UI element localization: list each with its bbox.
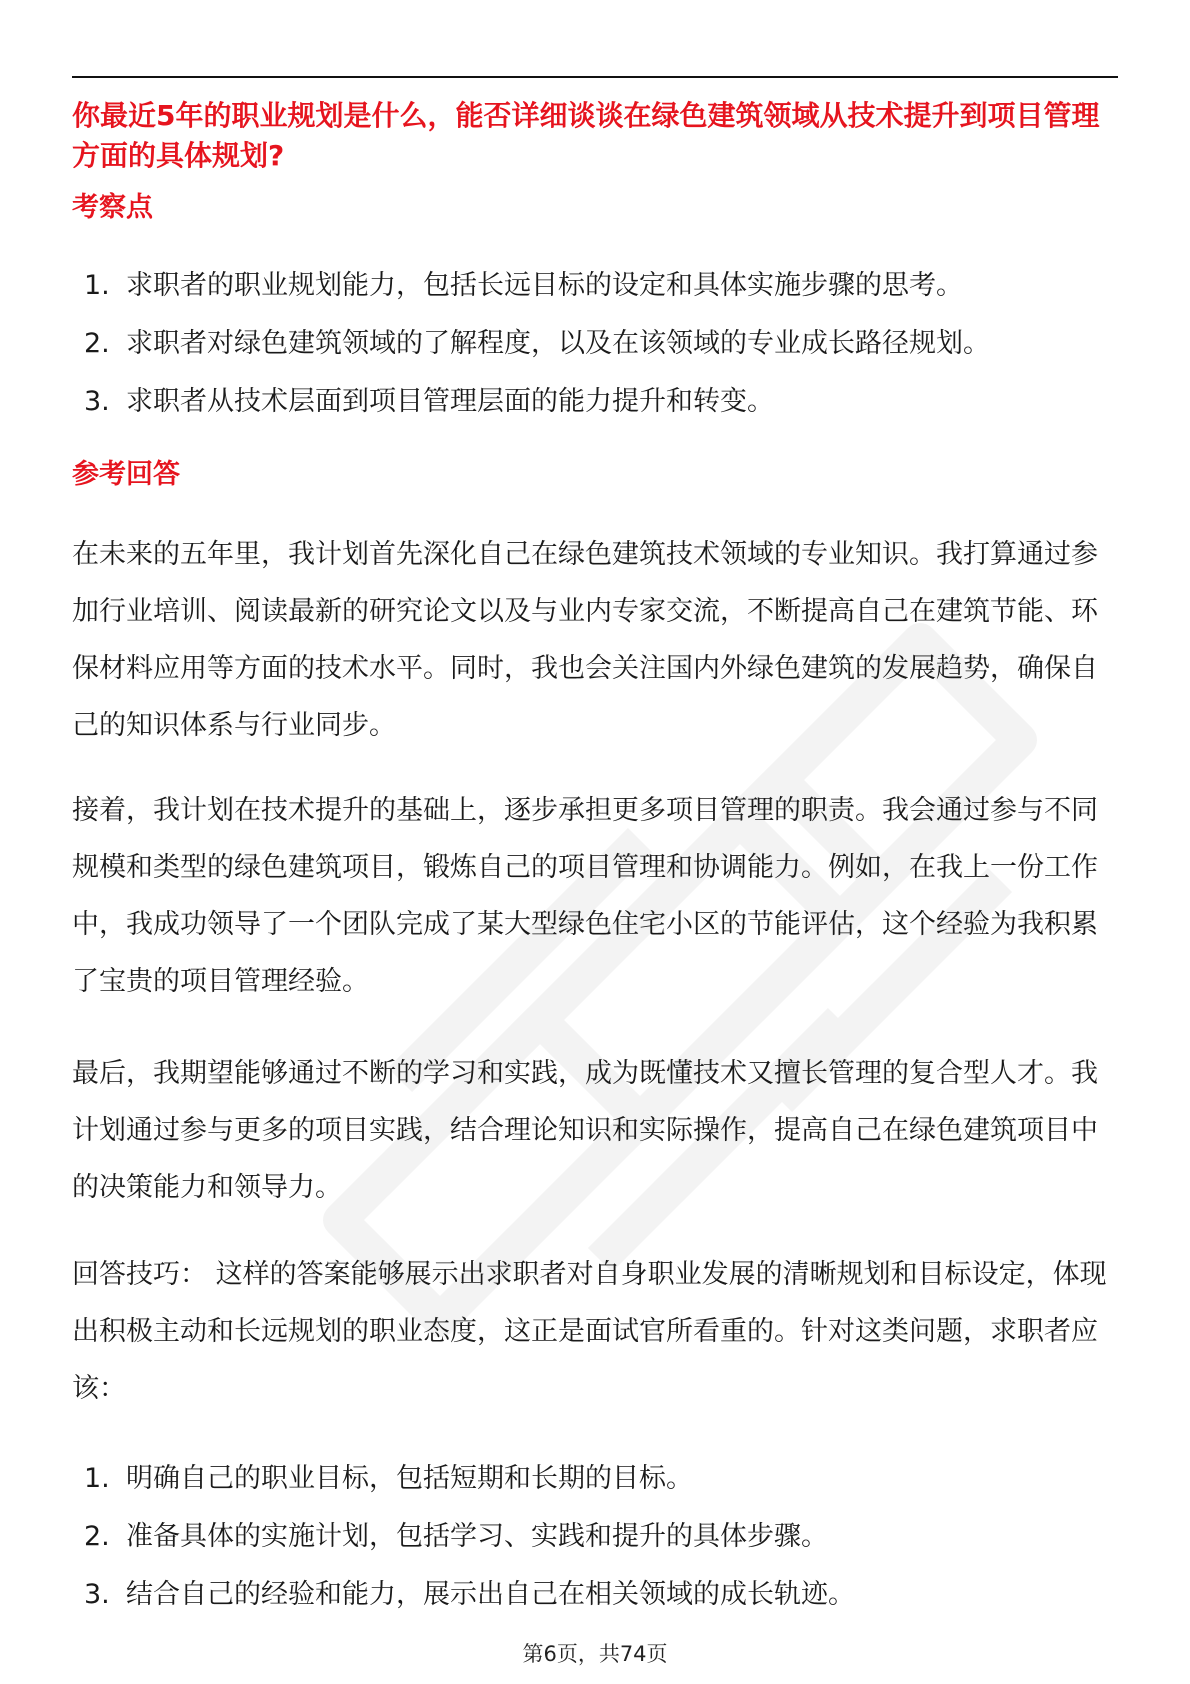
list-item-text: 结合自己的经验和能力，展示出自己在相关领域的成长轨迹。 [126, 1579, 855, 1610]
list-item-number: 2. [84, 1521, 110, 1552]
list-item [84, 1566, 1114, 1624]
answer-paragraph: 最后，我期望能够通过不断的学习和实践，成为既懂技术又擅长管理的复合型人才。我计划通过参与更多的项目实践，结合理论知识和实际操作，提高自己在绿色建筑项目中的决策能力和领导力。 [72, 1058, 1098, 1203]
top-divider [72, 76, 1118, 78]
list-item [84, 1450, 1114, 1508]
list-item-number: 1. [84, 270, 110, 301]
focus-heading: 考察点 [72, 192, 153, 223]
list-item-text: 求职者从技术层面到项目管理层面的能力提升和转变。 [126, 386, 774, 417]
tips-list [84, 1450, 1114, 1624]
list-item [84, 315, 1114, 373]
list-item-text: 求职者的职业规划能力，包括长远目标的设定和具体实施步骤的思考。 [126, 270, 963, 301]
list-item-number: 1. [84, 1463, 110, 1494]
list-item [84, 257, 1114, 315]
tips-paragraph: 回答技巧： 这样的答案能够展示出求职者对自身职业发展的清晰规划和目标设定，体现出积极主动和长远规划的职业态度，这正是面试官所看重的。针对这类问题，求职者应该： [72, 1259, 1107, 1404]
answer-paragraph: 接着，我计划在技术提升的基础上，逐步承担更多项目管理的职责。我会通过参与不同规模和类型的绿色建筑项目，锻炼自己的项目管理和协调能力。例如，在我上一份工作中，我成功领导了一个团队完成了某大型绿色住宅小区的节能评估，这个经验为我积累了宝贵的项目管理经验。 [72, 795, 1098, 997]
list-item-number: 2. [84, 328, 110, 359]
page-number-footer: 第6页，共74页 [522, 1642, 668, 1666]
list-item [84, 373, 1114, 431]
question-title: 你最近5年的职业规划是什么，能否详细谈谈在绿色建筑领域从技术提升到项目管理方面的具体规划? [72, 99, 1100, 172]
list-item-text: 求职者对绿色建筑领域的了解程度，以及在该领域的专业成长路径规划。 [126, 328, 990, 359]
answer-heading: 参考回答 [72, 459, 180, 490]
list-item [84, 1508, 1114, 1566]
list-item-text: 明确自己的职业目标，包括短期和长期的目标。 [126, 1463, 693, 1494]
answer-paragraph: 在未来的五年里，我计划首先深化自己在绿色建筑技术领域的专业知识。我打算通过参加行业培训、阅读最新的研究论文以及与业内专家交流，不断提高自己在建筑节能、环保材料应用等方面的技术水平。同时，我也会关注国内外绿色建筑的发展趋势，确保自己的知识体系与行业同步。 [72, 539, 1098, 741]
focus-list [84, 257, 1114, 431]
list-item-number: 3. [84, 1579, 110, 1610]
list-item-number: 3. [84, 386, 110, 417]
list-item-text: 准备具体的实施计划，包括学习、实践和提升的具体步骤。 [126, 1521, 828, 1552]
